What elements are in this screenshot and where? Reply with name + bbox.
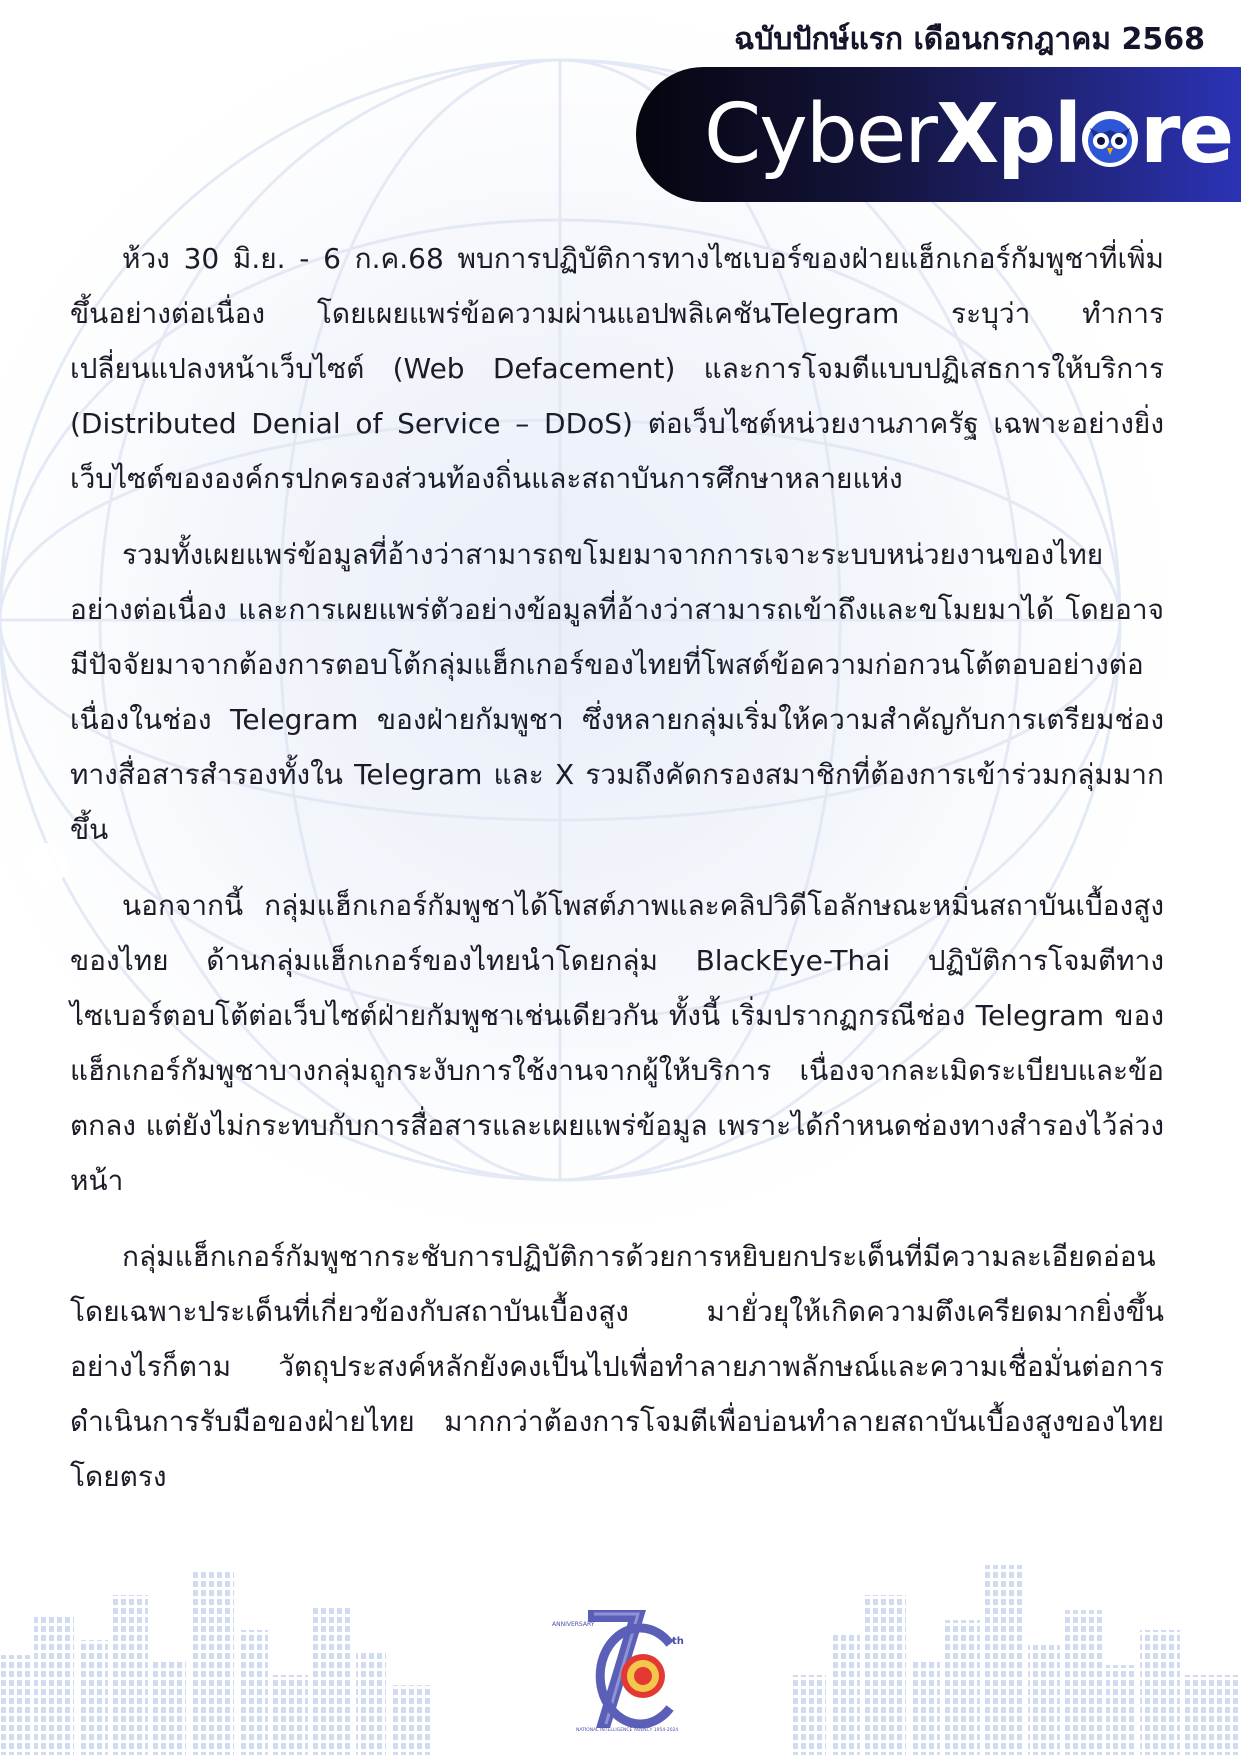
emblem-top-text: ANNIVERSARY — [552, 1621, 595, 1628]
brand-logo-bold-text: Xpl — [936, 87, 1081, 182]
brand-logo — [704, 80, 1232, 190]
brand-logo-light-text: Cyber — [704, 87, 936, 182]
owl-icon — [1081, 110, 1139, 168]
emblem-suffix: th — [672, 1636, 684, 1647]
brand-logo-bold-text-end: re — [1140, 87, 1233, 182]
article-body — [70, 231, 1164, 1525]
edition-date: ฉบับปักษ์แรก เดือนกรกฎาคม 2568 — [733, 22, 1205, 57]
paragraph: กลุ่มแฮ็กเกอร์กัมพูชากระชับการปฏิบัติการด้วยการหยิบยกประเด็นที่มีความละเอียดอ่อน โดยเฉพาะประเด็นที่เกี่ยวข้องกับสถาบันเบื้องสูง มายั่วยุให้เกิดความตึงเครียดมากยิ่งขึ้น อย่างไรก็ตาม วัตถุประสงค์หลักยังคงเป็นไปเพื่อทำลายภาพลักษณ์และความเชื่อมั่นต่อการดำเนินการรับมือของฝ่ายไทย มากกว่าต้องการโจมตีเพื่อบ่อนทำลายสถาบันเบื้องสูงของไทยโดยตรง — [70, 1240, 1164, 1493]
emblem-number: 70 — [548, 1600, 550, 1601]
paragraph: นอกจากนี้ กลุ่มแฮ็กเกอร์กัมพูชาได้โพสต์ภาพและคลิปวิดีโอลักษณะหมิ่นสถาบันเบื้องสูงของไทย ด้านกลุ่มแฮ็กเกอร์ของไทยนำโดยกลุ่ม BlackEye-Thai ปฏิบัติการโจมตีทางไซเบอร์ตอบโต้ต่อเว็บไซต์ฝ่ายกัมพูชาเช่นเดียวกัน ทั้งนี้ เริ่มปรากฏกรณีช่อง Telegram ของแฮ็กเกอร์กัมพูชาบางกลุ่มถูกระงับการใช้งานจากผู้ให้บริการ เนื่องจากละเมิดระเบียบและข้อตกลง แต่ยังไม่กระทบกับการสื่อสารและเผยแพร่ข้อมูล เพราะได้กำหนดช่องทางสำรองไว้ล่วงหน้า — [70, 889, 1164, 1197]
anniversary-emblem — [548, 1600, 696, 1734]
paragraph: รวมทั้งเผยแพร่ข้อมูลที่อ้างว่าสามารถขโมยมาจากการเจาะระบบหน่วยงานของไทยอย่างต่อเนื่อง และการเผยแพร่ตัวอย่างข้อมูลที่อ้างว่าสามารถเข้าถึงและขโมยมาได้ โดยอาจมีปัจจัยมาจากต้องการตอบโต้กลุ่มแฮ็กเกอร์ของไทยที่โพสต์ข้อความก่อกวนโต้ตอบอย่างต่อเนื่องในช่อง Telegram ของฝ่ายกัมพูชา ซึ่งหลายกลุ่มเริ่มให้ความสำคัญกับการเตรียมช่องทางสื่อสารสำรองทั้งใน Telegram และ X รวมถึงคัดกรองสมาชิกที่ต้องการเข้าร่วมกลุ่มมากขึ้น — [70, 538, 1164, 846]
emblem-bottom-text: NATIONAL INTELLIGENCE AGENCY 1954-2024 — [576, 1728, 679, 1733]
paragraph: ห้วง 30 มิ.ย. - 6 ก.ค.68 พบการปฏิบัติการทางไซเบอร์ของฝ่ายแฮ็กเกอร์กัมพูชาที่เพิ่มขึ้นอย่างต่อเนื่อง โดยเผยแพร่ข้อความผ่านแอปพลิเคชันTelegram ระบุว่า ทำการเปลี่ยนแปลงหน้าเว็บไซต์ (Web Defacement) และการโจมตีแบบปฏิเสธการให้บริการ (Distributed Denial of Service – DDoS) ต่อเว็บไซต์หน่วยงานภาครัฐ เฉพาะอย่างยิ่งเว็บไซต์ขององค์กรปกครองส่วนท้องถิ่นและสถาบันการศึกษาหลายแห่ง — [70, 242, 1164, 495]
